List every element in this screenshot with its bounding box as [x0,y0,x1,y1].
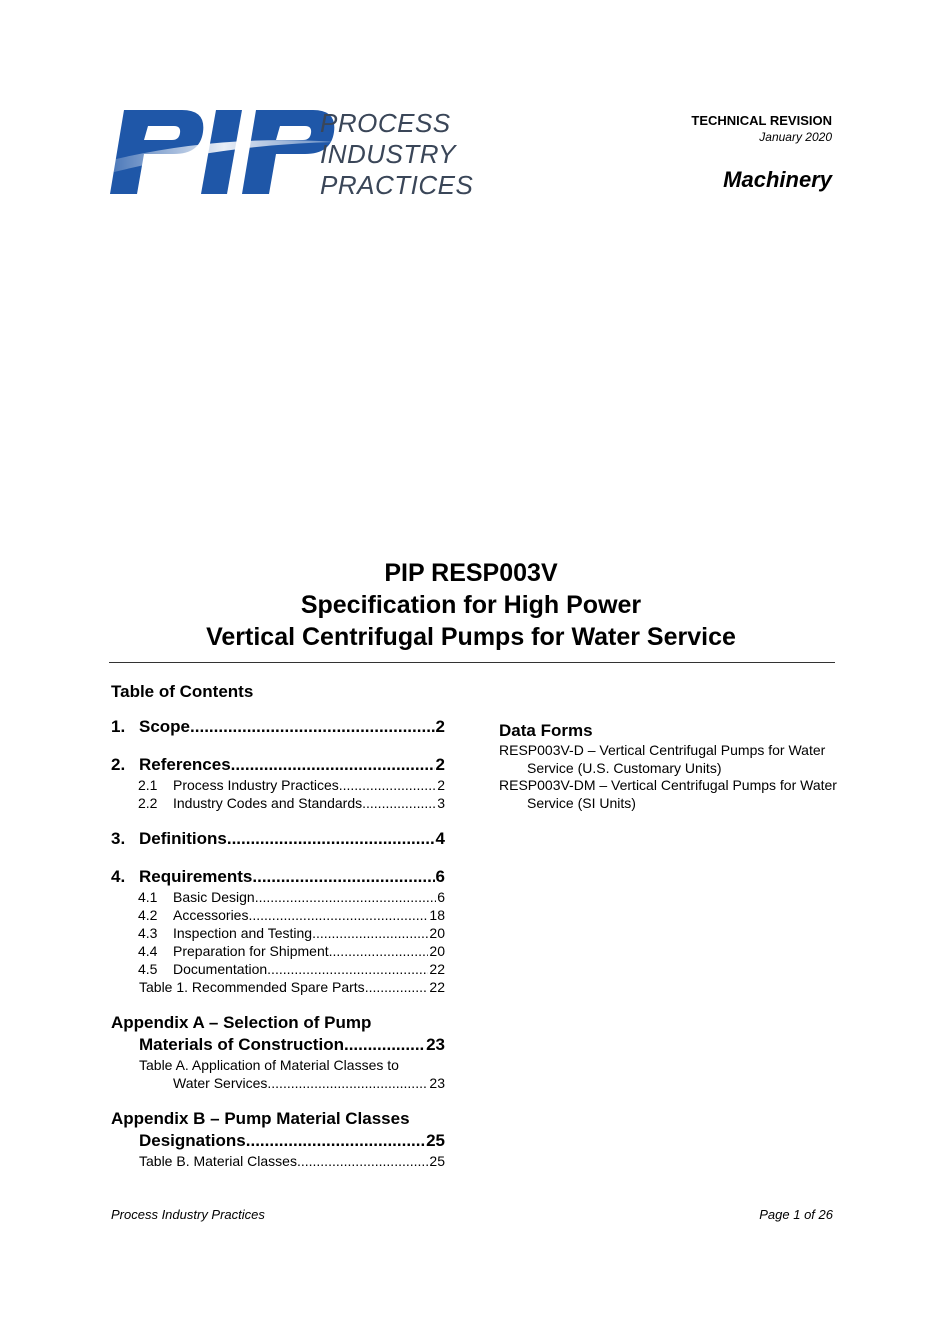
toc-table-entry[interactable] [111,978,445,996]
toc-section [111,716,445,738]
toc-page: 18 [429,907,445,923]
table-of-contents [111,716,445,1186]
toc-table-entry[interactable] [111,1074,445,1092]
toc-page: 20 [429,943,445,959]
logo-line: PROCESS [320,108,451,138]
toc-num: 4.3 [138,925,158,941]
data-form-item[interactable]: RESP003V-D – Vertical Centrifugal Pumps for Water Service (U.S. Customary Units) [499,742,826,776]
toc-leader [329,942,429,960]
toc-page: 2 [437,777,445,793]
toc-label: Inspection and Testing [173,925,313,941]
toc-heading: Table of Contents [111,682,254,701]
toc-section [111,754,445,812]
toc-num: 4.4 [138,943,158,959]
toc-page: 25 [429,1153,445,1169]
toc-entry-appendix-b[interactable] [111,1130,445,1152]
data-forms [499,720,839,812]
toc-page: 22 [429,961,445,977]
toc-label: Table B. Material Classes [139,1153,297,1169]
toc-label: Materials of Construction [139,1035,344,1054]
toc-section [111,828,445,850]
toc-table-entry[interactable] [111,1152,445,1170]
toc-label: Requirements [139,867,253,886]
toc-entry-definitions[interactable] [111,828,445,850]
toc-num: 1. [111,717,126,736]
category-label: Machinery [723,167,832,192]
revision-label: TECHNICAL REVISION [691,113,832,128]
toc-page: 2 [435,717,445,736]
toc-page: 6 [437,889,445,905]
toc-num: 2. [111,755,126,774]
toc-entry-scope[interactable] [111,716,445,738]
toc-appendix-b [111,1108,445,1170]
toc-page: 2 [435,755,445,774]
document-title [0,557,942,653]
toc-leader [248,906,428,924]
toc-num: 2.2 [138,795,158,811]
toc-label: Preparation for Shipment [173,943,329,959]
toc-subentry[interactable] [111,906,445,924]
toc-table-a-line1[interactable]: Table A. Application of Material Classes to [139,1057,399,1073]
toc-leader [231,754,435,776]
toc-label: Table 1. Recommended Spare Parts [139,979,365,995]
logo-wordmark [320,108,490,201]
toc-appendix-a [111,1012,445,1092]
footer-publisher: Process Industry Practices [111,1207,265,1222]
toc-entry-appendix-a[interactable] [111,1034,445,1056]
appendix-b-title[interactable]: Appendix B – Pump Material Classes [111,1109,410,1128]
toc-entry-references[interactable] [111,754,445,776]
toc-leader [362,794,436,812]
toc-leader [312,924,428,942]
revision-date: January 2020 [759,130,832,144]
footer-page-number: Page 1 of 26 [759,1207,833,1222]
logo-line: PRACTICES [320,170,474,200]
toc-page: 6 [435,867,445,886]
toc-label: Documentation [173,961,268,977]
toc-label: References [139,755,231,774]
title-divider [109,662,835,663]
toc-leader [255,888,437,906]
toc-leader [344,1034,425,1056]
toc-page: 20 [429,925,445,941]
toc-subentry[interactable] [111,924,445,942]
toc-label: Basic Design [173,889,255,905]
toc-label: Scope [139,717,191,736]
toc-leader [267,960,428,978]
toc-num: 4.2 [138,907,158,923]
toc-page: 22 [429,979,445,995]
data-forms-heading: Data Forms [499,721,593,740]
toc-num: 2.1 [138,777,158,793]
toc-leader [297,1152,428,1170]
toc-leader [267,1074,428,1092]
toc-leader [339,776,436,794]
toc-leader [246,1130,425,1152]
title-line-3: Vertical Centrifugal Pumps for Water Service [206,623,736,651]
toc-num: 3. [111,829,126,848]
data-form-item[interactable]: RESP003V-DM – Vertical Centrifugal Pumps for Water Service (SI Units) [499,777,837,811]
toc-label: Water Services [173,1075,268,1091]
toc-leader [252,866,434,888]
toc-leader [365,978,429,996]
toc-entry-requirements[interactable] [111,866,445,888]
toc-subentry[interactable] [111,888,445,906]
toc-subentry[interactable] [111,794,445,812]
toc-subentry[interactable] [111,960,445,978]
toc-num: 4.5 [138,961,158,977]
toc-section [111,866,445,996]
toc-label: Process Industry Practices [173,777,339,793]
toc-leader [190,716,435,738]
toc-subentry[interactable] [111,942,445,960]
toc-label: Designations [139,1131,246,1150]
toc-leader [227,828,435,850]
header-info [691,113,832,193]
title-line-1: PIP RESP003V [384,559,558,587]
toc-page: 23 [429,1075,445,1091]
title-line-2: Specification for High Power [300,591,642,619]
toc-page: 25 [426,1131,445,1150]
toc-num: 4. [111,867,126,886]
toc-page: 4 [435,829,445,848]
toc-num: 4.1 [138,889,158,905]
logo-line: INDUSTRY [320,139,456,169]
toc-page: 23 [426,1035,445,1054]
toc-label: Accessories [173,907,249,923]
toc-label: Industry Codes and Standards [173,795,363,811]
toc-subentry[interactable] [111,776,445,794]
toc-label: Definitions [139,829,227,848]
appendix-a-title[interactable]: Appendix A – Selection of Pump [111,1013,372,1032]
toc-page: 3 [437,795,445,811]
